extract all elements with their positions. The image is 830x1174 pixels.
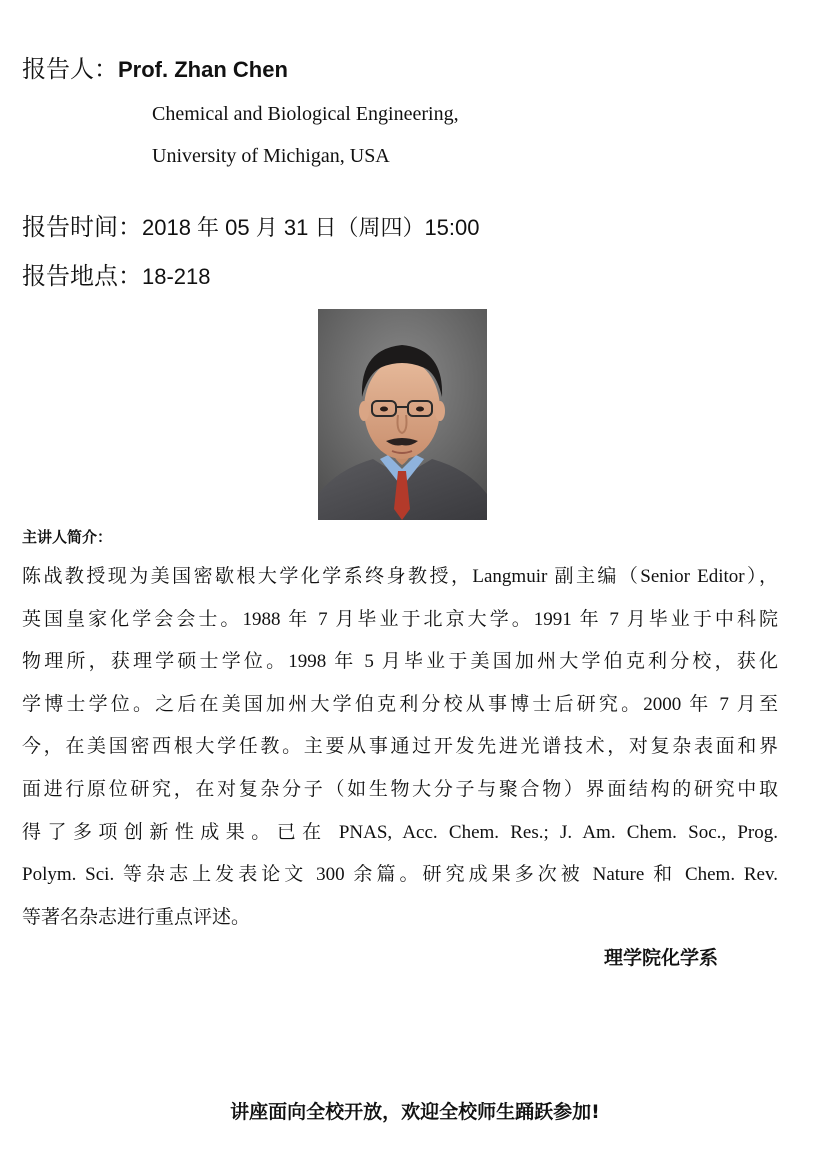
talk-time — [22, 210, 480, 245]
portrait-photo — [318, 309, 487, 520]
place-value: 18-218 — [142, 264, 211, 289]
footer-note: 讲座面向全校开放，欢迎全校师生踊跃参加! — [230, 1101, 600, 1123]
speaker-name: Prof. Zhan Chen — [118, 57, 288, 82]
bio-line-2: 英国皇家化学会会士。1988 年 7 月毕业于北京大学。1991 年 7 月毕业于中科院 — [22, 608, 778, 630]
speaker-affiliation-line1: Chemical and Biological Engineering, — [152, 103, 459, 125]
bio-line-9: 等著名杂志进行重点评述。 — [22, 906, 251, 928]
time-label: 报告时间： — [22, 213, 142, 241]
bio-line-1: 陈战教授现为美国密歇根大学化学系终身教授，Langmuir 副主编（Senior Editor）， — [22, 566, 778, 587]
bio-line-8: Polym. Sci. 等杂志上发表论文 300 余篇。研究成果多次被 Nature 和 Chem. Rev. — [22, 864, 778, 886]
bio-line-4: 学博士学位。之后在美国加州大学伯克利分校从事博士后研究。2000 年 7 月至 — [22, 693, 778, 715]
bio-paragraph — [22, 556, 778, 939]
bio-line-5: 今，在美国密西根大学任教。主要从事通过开发先进光谱技术，对复杂表面和界 — [22, 736, 778, 758]
place-label: 报告地点： — [22, 262, 142, 290]
time-value: 2018 年 05 月 31 日（周四）15:00 — [142, 215, 480, 240]
speaker-label: 报告人： — [22, 55, 118, 83]
bio-line-7: 得了多项创新性成果。已在 PNAS, Acc. Chem. Res.; J. Am. Chem. Soc., Prog. — [22, 821, 778, 843]
speaker-line — [22, 52, 288, 87]
talk-place — [22, 259, 211, 294]
bio-line-3: 物理所，获理学硕士学位。1998 年 5 月毕业于美国加州大学伯克利分校，获化 — [22, 651, 778, 673]
bio-heading: 主讲人简介： — [22, 528, 113, 546]
bio-line-6: 面进行原位研究，在对复杂分子（如生物大分子与聚合物）界面结构的研究中取 — [22, 778, 778, 800]
organizer: 理学院化学系 — [603, 947, 718, 969]
speaker-affiliation-line2: University of Michigan, USA — [152, 145, 390, 167]
